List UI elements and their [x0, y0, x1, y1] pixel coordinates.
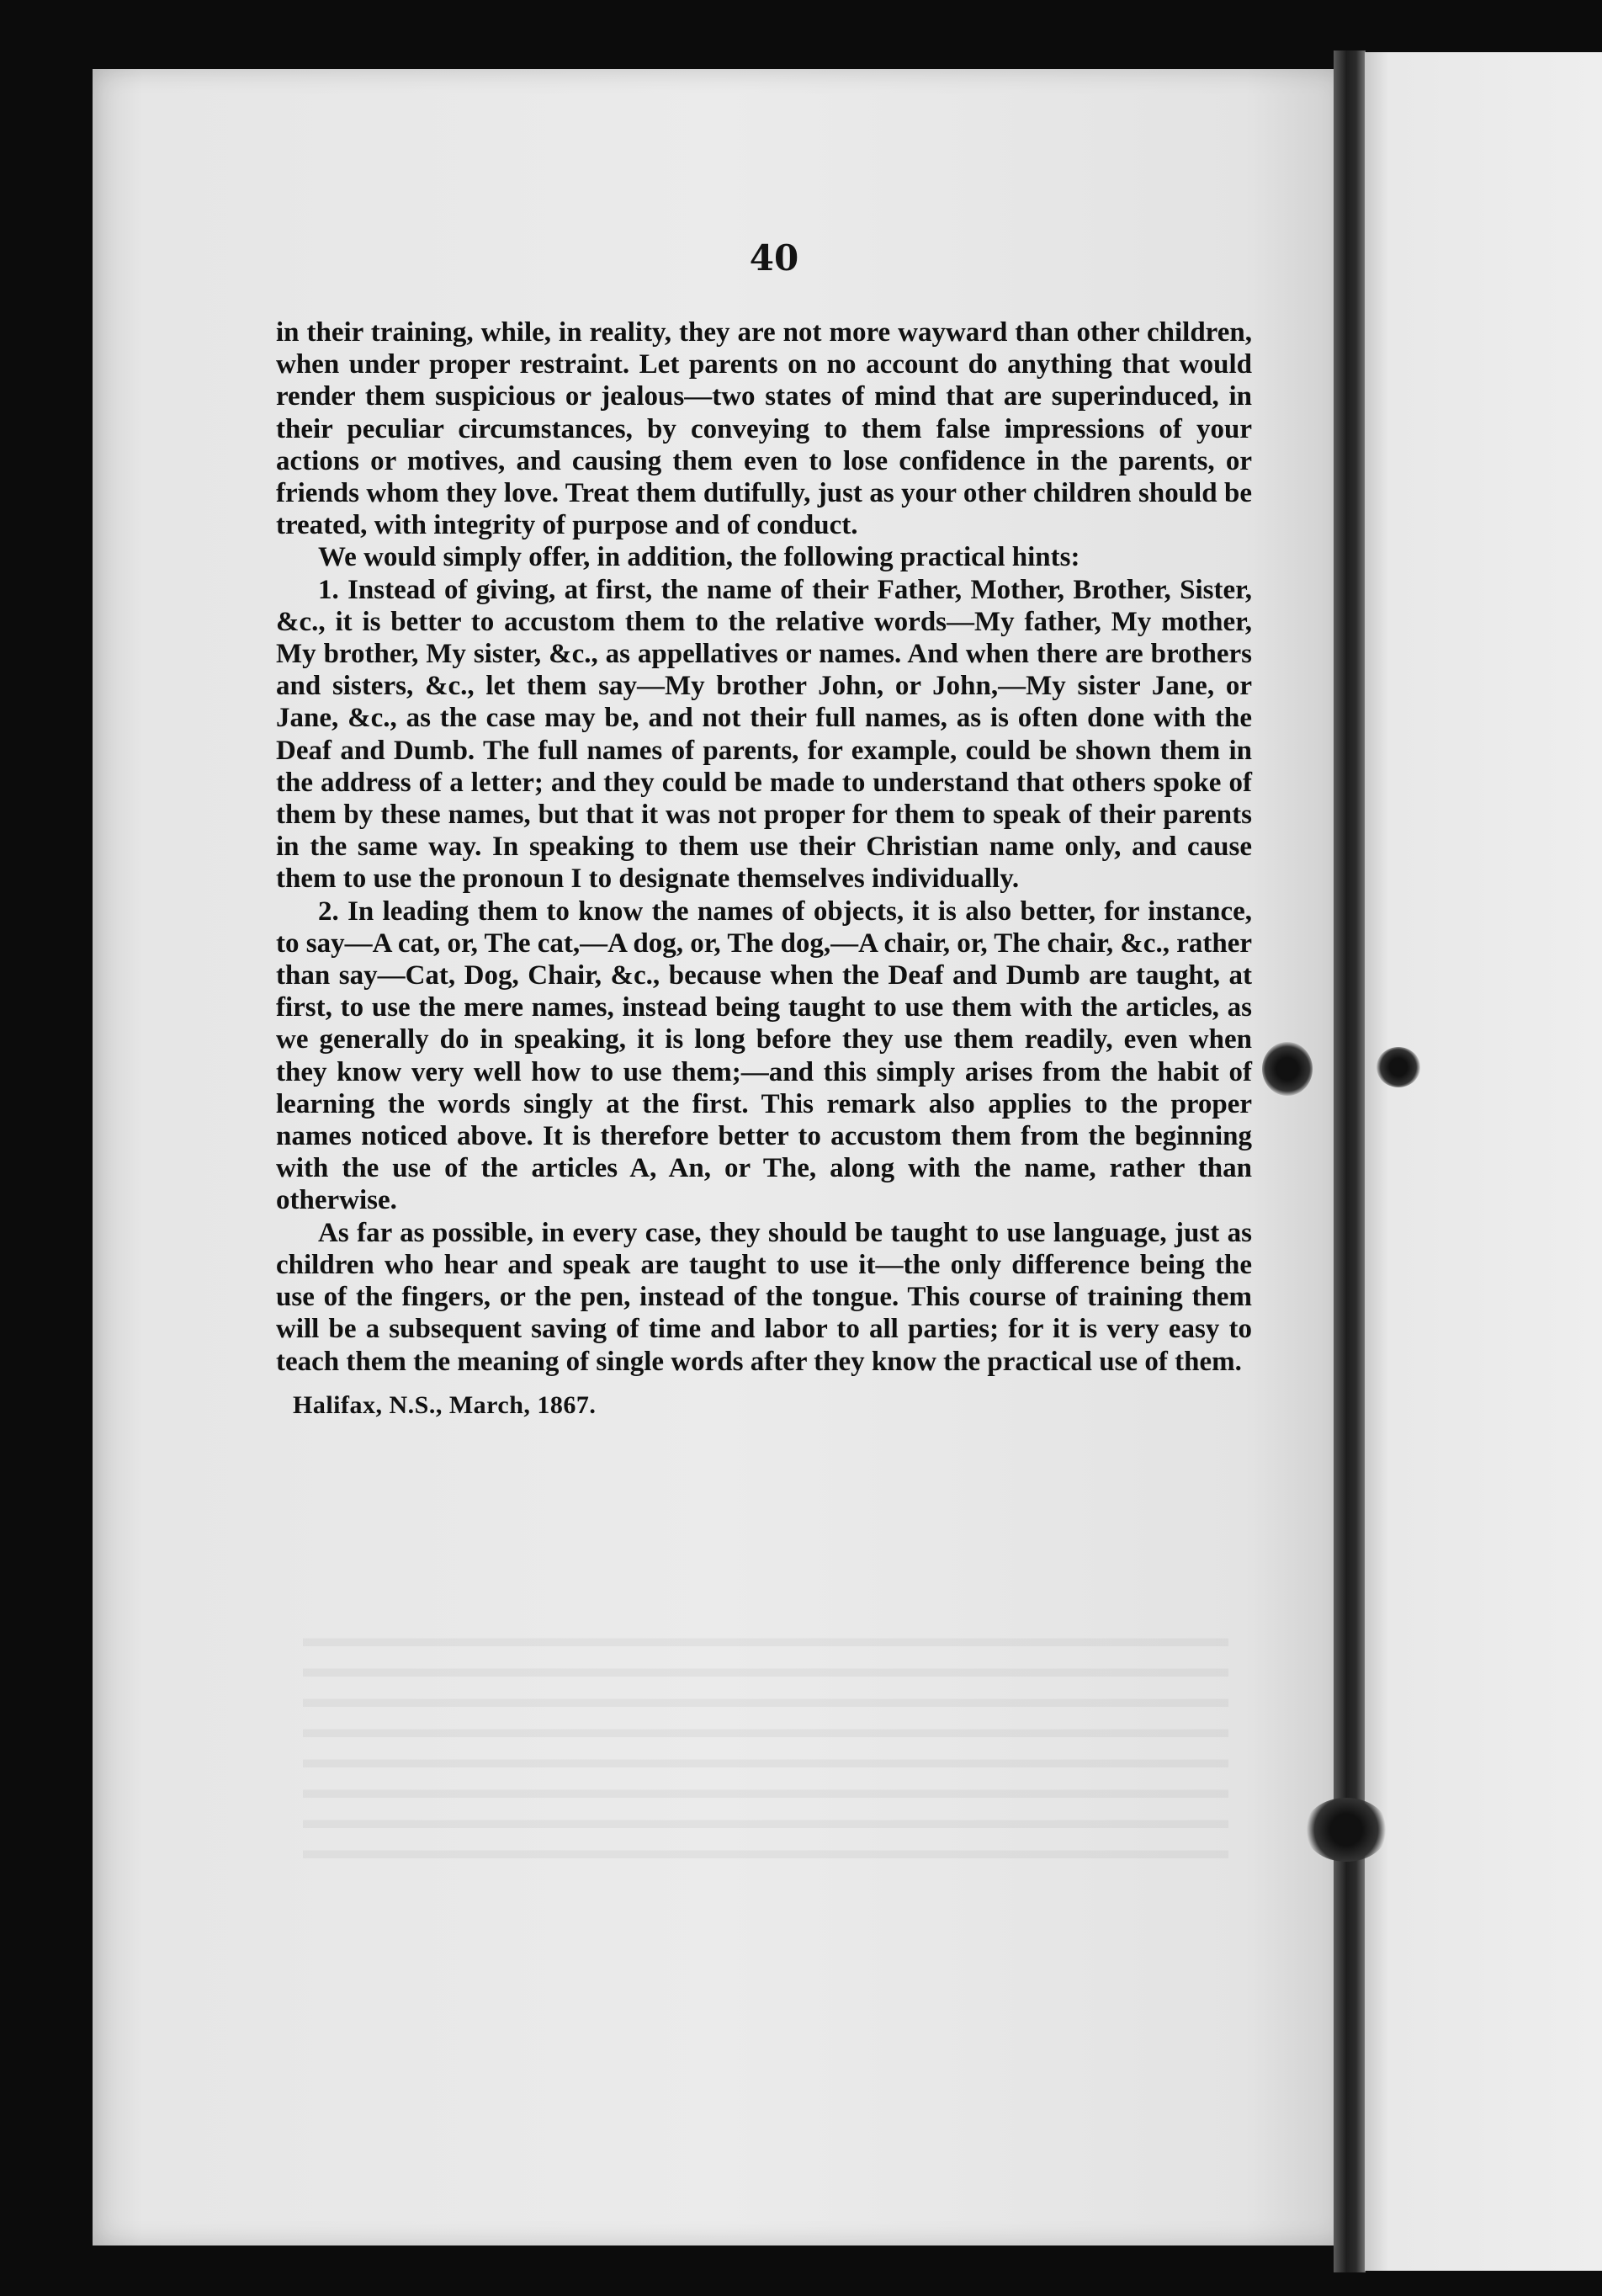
book-gutter [1334, 50, 1366, 2272]
paragraph: We would simply offer, in addition, the following practical hints: [318, 542, 1080, 573]
paragraph: in their training, while, in reality, they are not more wayward than other children, when under proper restraint. Let parents on no account do anything that would render them suspicious or jealous—two states of mind that are superinduced, in their peculiar circumstances, by conveying to them false impressions of your actions or motives, and causing them even to lose confidence in the parents, or friends whom they love. Treat them dutifully, just as your other children should be treated, with integrity of purpose and of conduct. [276, 317, 1252, 541]
ink-blot [1262, 1042, 1313, 1096]
byline: Halifax, N.S., March, 1867. [293, 1390, 597, 1419]
ink-blot [1304, 1798, 1388, 1862]
page-number: 40 [749, 237, 799, 279]
article-body [276, 316, 1252, 1422]
ink-blot [1377, 1047, 1420, 1087]
right-page [1365, 52, 1602, 2271]
show-through-text [303, 1616, 1228, 1868]
paragraph: 2. In leading them to know the names of objects, it is also better, for instance, to say—A cat, or, The cat,—A dog, or, The dog,—A chair, or, The chair, &c., rather than say—Cat, Dog, Chair, &c., because when the Deaf and Dumb are taught, at first, to use the mere names, instead being taught to use them with the articles, as we generally do in speaking, it is long before they use them readily, even when they know very well how to use them;—and this simply arises from the habit of learning the words singly at the first. This remark also applies to the proper names noticed above. It is therefore better to accustom them from the beginning with the use of the articles A, An, or The, along with the name, rather than otherwise. [276, 896, 1252, 1216]
paragraph: As far as possible, in every case, they should be taught to use language, just as children who hear and speak are taught to use it—the only difference being the use of the fingers, or the pen, instead of the tongue. This course of training them will be a subsequent saving of time and labor to all parties; for it is very easy to teach them the meaning of single words after they know the practical use of them. [276, 1217, 1252, 1377]
paragraph: 1. Instead of giving, at first, the name of their Father, Mother, Brother, Sister, &c., it is better to accustom them to the relative words—My father, My mother, My brother, My sister, &c., as appellatives or names. And when there are brothers and sisters, &c., let them say—My brother John, or John,—My sister Jane, or Jane, &c., as the case may be, and not their full names, as is often done with the Deaf and Dumb. The full names of parents, for example, could be shown them in the address of a letter; and they could be made to understand that others spoke of them by these names, but that it was not proper for them to speak of their parents in the same way. In speaking to them use their Christian name only, and cause them to use the pronoun I to designate themselves individually. [276, 574, 1252, 895]
